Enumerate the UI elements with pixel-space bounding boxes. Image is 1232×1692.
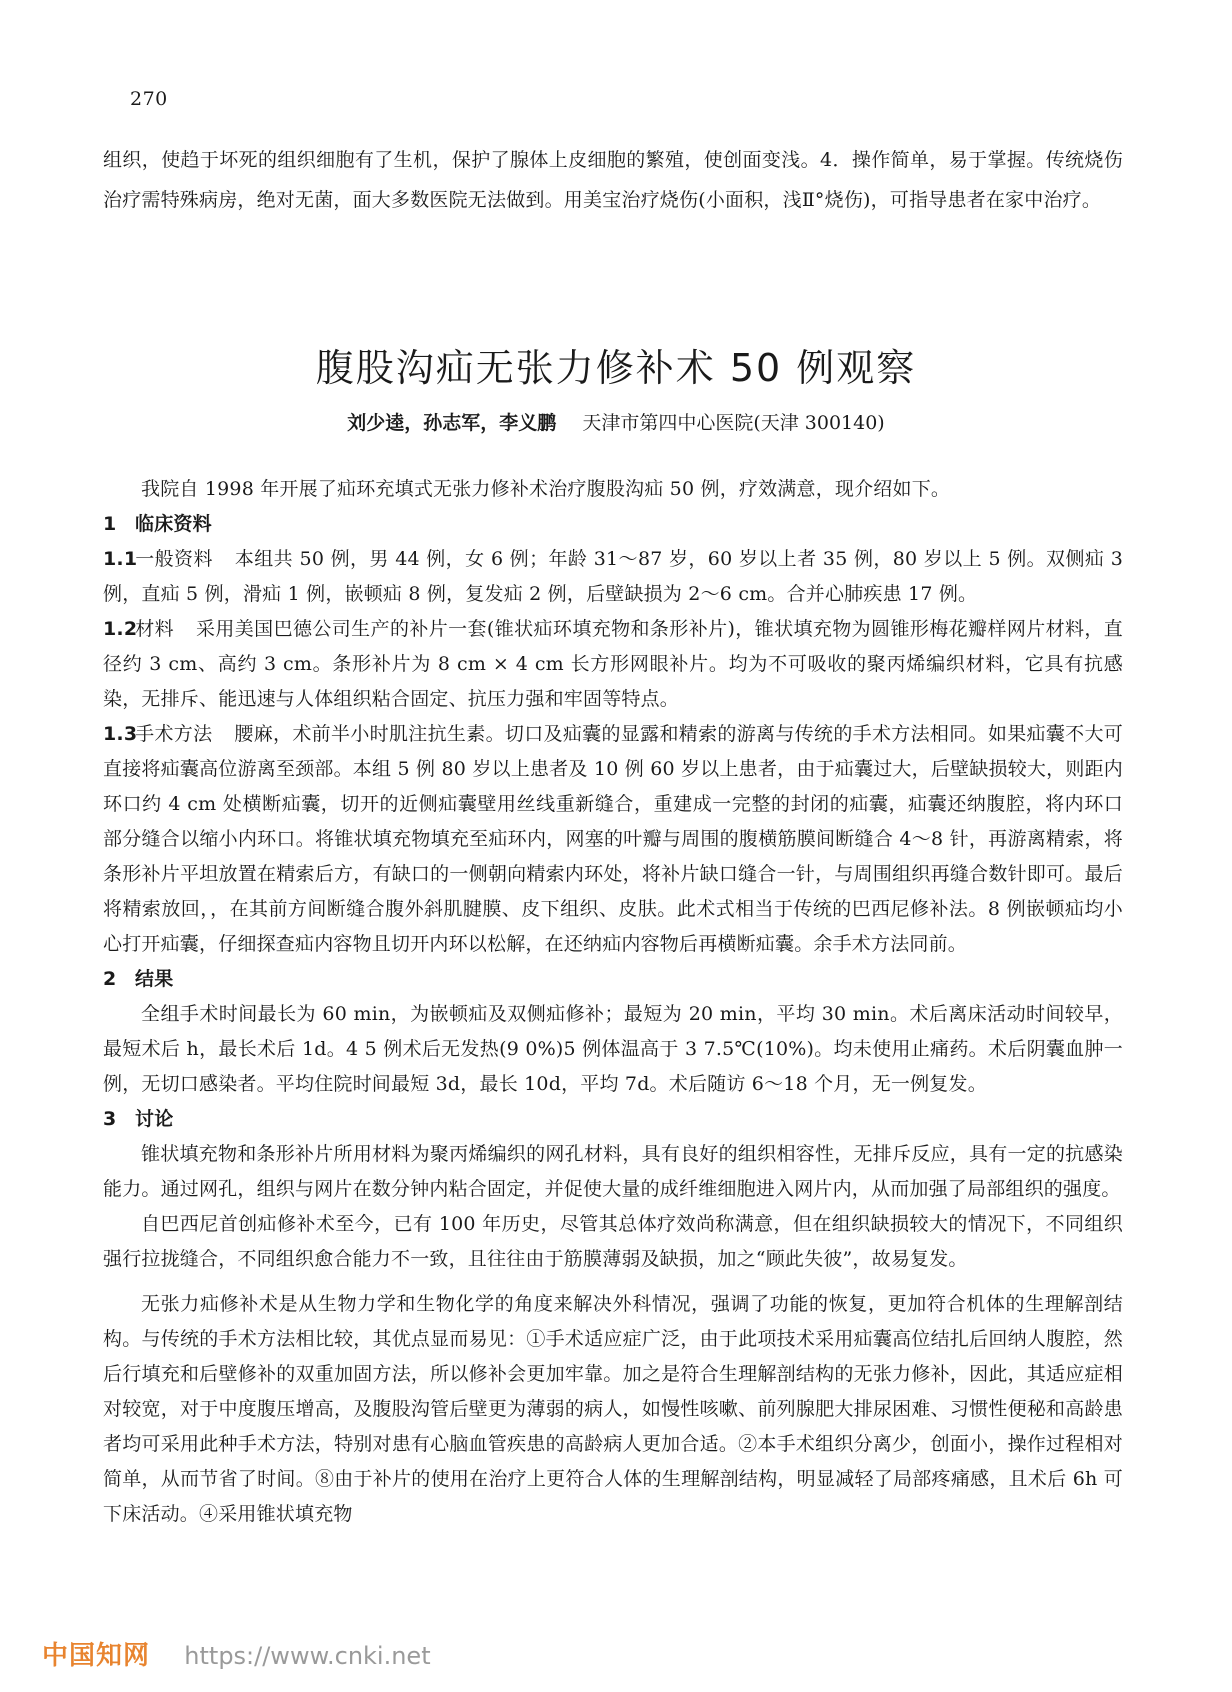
- subsection-text: 本组共 50 例，男 44 例，女 6 例；年龄 31～87 岁，60 岁以上者 35 例，80 岁以上 5 例。双侧疝 3 例，直疝 5 例，滑疝 1 例，嵌顿疝 8 例，复发疝 2 例，后壁缺损为 2～6 cm。合并心肺疾患 17 例。: [103, 548, 1123, 605]
- section-number: 2: [103, 968, 117, 990]
- authors: 刘少逵，孙志军，李义鹏: [347, 412, 557, 434]
- results-paragraph: 全组手术时间最长为 60 min，为嵌顿疝及双侧疝修补；最短为 20 min，平均 30 min。术后离床活动时间较早，最短术后 h，最长术后 1d。4 5 例术后无发热(9 0%)5 例体温高于 3 7.5℃(10%)。均未使用止痛药。术后阴囊血肿一例，无切口感染者。平均住院时间最短 3d，最长 10d，平均 7d。术后随访 6～18 个月，无一例复发。: [103, 1003, 1123, 1095]
- section-number: 1: [103, 513, 117, 535]
- subsection-text: 腰麻，术前半小时肌注抗生素。切口及疝囊的显露和精索的游离与传统的手术方法相同。如果疝囊不大可直接将疝囊高位游离至颈部。本组 5 例 80 岁以上患者及 10 例 60 岁以上患者，由于疝囊过大，后壁缺损较大，则距内环口约 4 cm 处横断疝囊，切开的近侧疝囊壁用丝线重新缝合，重建成一完整的封闭的疝囊，疝囊还纳腹腔，将内环口部分缝合以缩小内环口。将锥状填充物填充至疝环内，网塞的叶瓣与周围的腹横筋膜间断缝合 4～8 针，再游离精索，将条形补片平坦放置在精索后方，有缺口的一侧朝向精索内环处，将补片缺口缝合一针，与周围组织再缝合数针即可。最后将精索放回，，在其前方间断缝合腹外斜肌腱膜、皮下组织、皮肤。此术式相当于传统的巴西尼修补法。8 例嵌顿疝均小心打开疝囊，仔细探查疝内容物且切开内环以松解，在还纳疝内容物后再横断疝囊。余手术方法同前。: [103, 723, 1123, 955]
- article-body: [103, 472, 1123, 1532]
- section-heading-3: [103, 1102, 1123, 1137]
- subsection-title: 材料: [135, 618, 174, 640]
- footer-watermark: [42, 1635, 431, 1672]
- section-heading-1: [103, 507, 1123, 542]
- subsection-title: 一般资料: [135, 548, 213, 570]
- subsection-1-3: [103, 717, 1123, 962]
- intro-paragraph: 我院自 1998 年开展了疝环充填式无张力修补术治疗腹股沟疝 50 例，疗效满意，现介绍如下。: [141, 478, 951, 500]
- byline: [0, 408, 1232, 435]
- discussion-paragraph-1: 锥状填充物和条形补片所用材料为聚丙烯编织的网孔材料，具有良好的组织相容性，无排斥反应，具有一定的抗感染能力。通过网孔，组织与网片在数分钟内粘合固定，并促使大量的成纤维细胞进入网片内，从而加强了局部组织的强度。: [103, 1143, 1123, 1200]
- article-title: 腹股沟疝无张力修补术 50 例观察: [315, 346, 917, 391]
- section-title: 结果: [135, 968, 174, 990]
- discussion-paragraph-2: 自巴西尼首创疝修补术至今，已有 100 年历史，尽管其总体疗效尚称满意，但在组织缺损较大的情况下，不同组织强行拉拢缝合，不同组织愈合能力不一致，且往往由于筋膜薄弱及缺损，加之“顾此失彼”，故易复发。: [103, 1213, 1123, 1270]
- subsection-1-1: [103, 542, 1123, 612]
- subsection-number: 1.2: [103, 618, 138, 640]
- discussion-paragraph-3: 无张力疝修补术是从生物力学和生物化学的角度来解决外科情况，强调了功能的恢复，更加符合机体的生理解剖结构。与传统的手术方法相比较，其优点显而易见：①手术适应症广泛，由于此项技术采用疝囊高位结扎后回纳人腹腔，然后行填充和后壁修补的双重加固方法，所以修补会更加牢靠。加之是符合生理解剖结构的无张力修补，因此，其适应症相对较宽，对于中度腹压增高，及腹股沟管后壁更为薄弱的病人，如慢性咳嗽、前列腺肥大排尿困难、习惯性便秘和高龄患者均可采用此种手术方法，特别对患有心脑血管疾患的高龄病人更加合适。②本手术组织分离少，创面小，操作过程相对简单，从而节省了时间。⑧由于补片的使用在治疗上更符合人体的生理解剖结构，明显减轻了局部疼痛感，且术后 6h 可下床活动。④采用锥状填充物: [103, 1293, 1123, 1525]
- previous-article-ending: 组织，使趋于坏死的组织细胞有了生机，保护了腺体上皮细胞的繁殖，使创面变浅。4．操作简单，易于掌握。传统烧伤治疗需特殊病房，绝对无菌，面大多数医院无法做到。用美宝治疗烧伤(小面积，浅Ⅱ°烧伤)，可指导患者在家中治疗。: [103, 149, 1123, 211]
- page-number: 270: [130, 88, 168, 110]
- section-number: 3: [103, 1108, 117, 1130]
- subsection-text: 采用美国巴德公司生产的补片一套(锥状疝环填充物和条形补片)，锥状填充物为圆锥形梅花瓣样网片材料，直径约 3 cm、高约 3 cm。条形补片为 8 cm × 4 cm 长方形网眼补片。均为不可吸收的聚丙烯编织材料，它具有抗感染，无排斥、能迅速与人体组织粘合固定、抗压力强和牢固等特点。: [103, 618, 1123, 710]
- subsection-1-2: [103, 612, 1123, 717]
- section-title: 讨论: [135, 1108, 174, 1130]
- cnki-url[interactable]: https://www.cnki.net: [184, 1642, 431, 1670]
- subsection-number: 1.1: [103, 548, 138, 570]
- section-title: 临床资料: [135, 513, 212, 535]
- affiliation: 天津市第四中心医院(天津 300140): [582, 412, 885, 434]
- cnki-brand: 中国知网: [42, 1641, 151, 1671]
- subsection-title: 手术方法: [135, 723, 213, 745]
- subsection-number: 1.3: [103, 723, 138, 745]
- section-heading-2: [103, 962, 1123, 997]
